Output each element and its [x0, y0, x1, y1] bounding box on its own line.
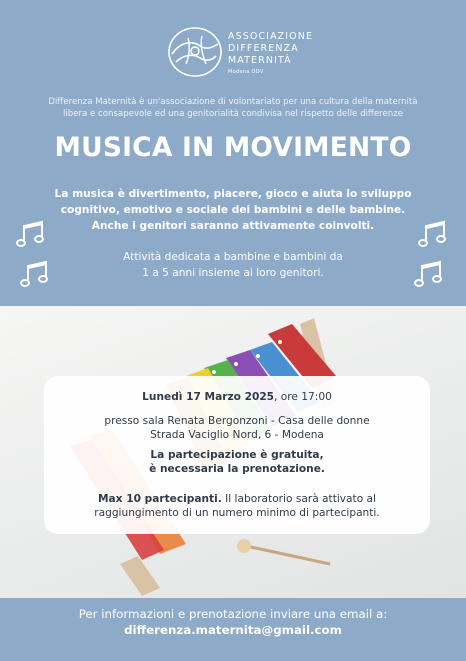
max-participants-line-1	[44, 492, 430, 506]
logo-line-2: DIFFERENZA	[228, 43, 299, 54]
activation-note: Il laboratorio sarà attivato al	[221, 493, 376, 505]
contact-info: Per informazioni e prenotazione inviare una email a:	[78, 607, 388, 621]
intro-line-1: Differenza Maternità è un'associazione di volontariato per una cultura della maternità	[48, 97, 418, 107]
free-participation-line-2: è necessaria la prenotazione.	[149, 463, 325, 475]
event-place-line-2: Strada Vaciglio Nord, 6 - Modena	[150, 429, 324, 441]
contact-email-link[interactable]: differenza.maternita@gmail.com	[124, 623, 342, 637]
header-band	[0, 0, 466, 306]
description-line-3: Anche i genitori saranno attivamente coinvolti.	[91, 220, 375, 232]
hands-logo-icon	[166, 24, 224, 80]
association-logo	[166, 24, 316, 80]
event-info-card	[44, 376, 430, 534]
music-note-icon	[414, 258, 446, 290]
logo-line-3: MATERNITÀ	[228, 55, 292, 66]
intro-line-2: libera e consapevole ed una genitorialità condivisa nel rispetto delle differenze	[62, 109, 404, 119]
description	[48, 186, 418, 234]
activity-text	[70, 249, 396, 281]
event-date-line	[44, 390, 430, 404]
event-time: , ore 17:00	[274, 391, 332, 403]
description-line-2: cognitivo, emotivo e sociale dei bambini e delle bambine.	[60, 204, 406, 216]
music-note-icon	[16, 218, 48, 250]
event-place-line-1: presso sala Renata Bergonzoni - Casa delle donne	[104, 415, 370, 427]
activity-line-1: Attività dedicata a bambine e bambini da	[123, 251, 343, 263]
music-note-icon	[20, 258, 52, 290]
max-participants-line-2: raggiungimento di un numero minimo di partecipanti.	[94, 507, 380, 519]
logo-wordmark	[228, 31, 313, 76]
activity-line-2: 1 a 5 anni insieme ai loro genitori.	[142, 267, 324, 279]
logo-subtitle: Modena ODV	[228, 69, 264, 75]
event-date: Lunedì 17 Marzo 2025	[142, 391, 275, 403]
description-line-1: La musica è divertimento, piacere, gioco e aiuta lo sviluppo	[54, 188, 412, 200]
logo-line-1: ASSOCIAZIONE	[228, 31, 314, 42]
intro-text	[20, 96, 446, 120]
footer-band	[0, 598, 466, 661]
free-participation-line-1: La partecipazione è gratuita,	[150, 449, 324, 461]
music-note-icon	[418, 218, 450, 250]
max-participants: Max 10 partecipanti.	[97, 493, 222, 505]
page-title: MUSICA IN MOVIMENTO	[54, 132, 412, 163]
